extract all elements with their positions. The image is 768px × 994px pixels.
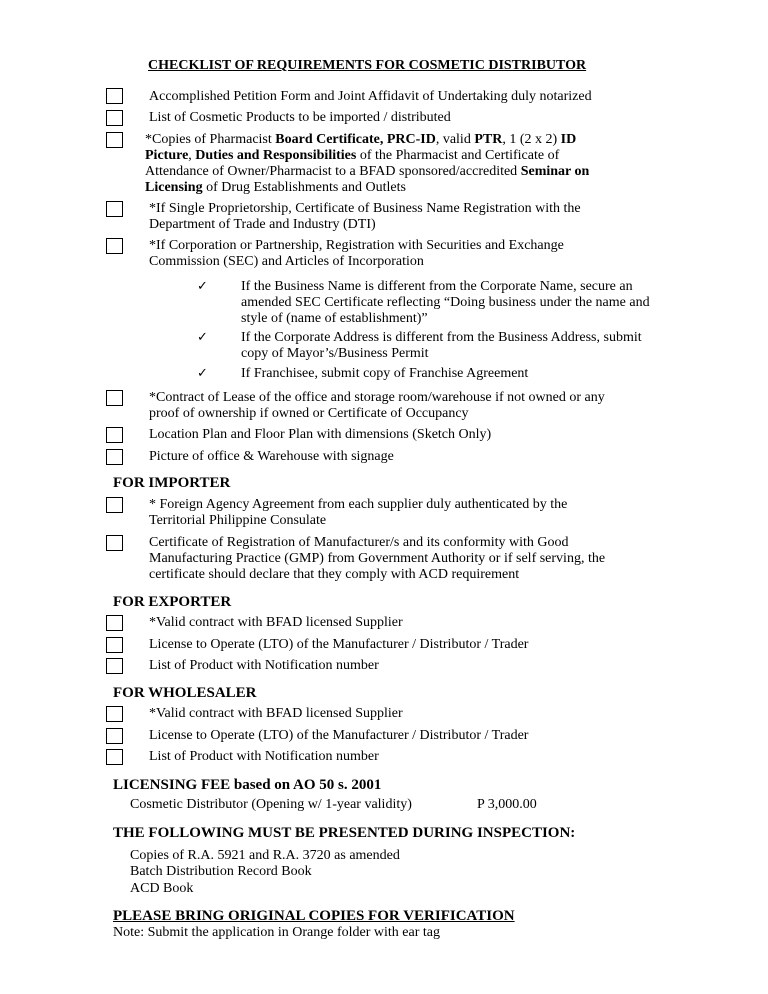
item-exporter-contract: *Valid contract with BFAD licensed Supplier xyxy=(149,615,403,630)
item-wholesaler-product-list: List of Product with Notification number xyxy=(149,749,379,764)
checkbox-pharmacist-docs[interactable] xyxy=(106,132,123,148)
inspection-item: ACD Book xyxy=(130,881,194,896)
item-exporter-lto: License to Operate (LTO) of the Manufacturer / Distributor / Trader xyxy=(149,637,529,652)
item-petition-form: Accomplished Petition Form and Joint Affidavit of Undertaking duly notarized xyxy=(149,89,592,104)
subitem-business-name: If the Business Name is different from the Corporate Name, secure an amended SEC Certificate reflecting “Doing business under the name and style of (name of establishment)” xyxy=(241,279,650,326)
subitem-franchisee: If Franchisee, submit copy of Franchise Agreement xyxy=(241,366,529,381)
checkbox-petition-form[interactable] xyxy=(106,88,123,104)
item-contract-of-lease: *Contract of Lease of the office and storage room/warehouse if not owned or any proof of ownership if owned or Certificate of Occupancy xyxy=(149,390,605,421)
item-exporter-product-list: List of Product with Notification number xyxy=(149,658,379,673)
checkbox-location-plan[interactable] xyxy=(106,427,123,443)
item-foreign-agency: * Foreign Agency Agreement from each supplier duly authenticated by the Territorial Philippine Consulate xyxy=(149,497,568,528)
item-product-list: List of Cosmetic Products to be imported / distributed xyxy=(149,110,451,125)
original-copies-heading: PLEASE BRING ORIGINAL COPIES FOR VERIFICATION xyxy=(113,908,515,924)
item-wholesaler-contract: *Valid contract with BFAD licensed Supplier xyxy=(149,706,403,721)
item-corporation: *If Corporation or Partnership, Registration with Securities and Exchange Commission (SEC) and Articles of Incorporation xyxy=(149,238,564,269)
item-single-proprietorship: *If Single Proprietorship, Certificate of Business Name Registration with the Department of Trade and Industry (DTI) xyxy=(149,201,581,232)
page-title: CHECKLIST OF REQUIREMENTS FOR COSMETIC DISTRIBUTOR xyxy=(148,58,587,73)
checkbox-contract-of-lease[interactable] xyxy=(106,390,123,406)
note: Note: Submit the application in Orange folder with ear tag xyxy=(113,925,440,940)
checkbox-single-proprietorship[interactable] xyxy=(106,201,123,217)
checkbox-product-list[interactable] xyxy=(106,110,123,126)
item-wholesaler-lto: License to Operate (LTO) of the Manufacturer / Distributor / Trader xyxy=(149,728,529,743)
checkbox-office-picture[interactable] xyxy=(106,449,123,465)
checkbox-exporter-lto[interactable] xyxy=(106,637,123,653)
checkbox-certificate-registration[interactable] xyxy=(106,535,123,551)
checkbox-exporter-contract[interactable] xyxy=(106,615,123,631)
item-certificate-registration: Certificate of Registration of Manufacturer/s and its conformity with Good Manufacturing Practice (GMP) from Government Authority or if self serving, the certificate should declare that they comply with ACD requirement xyxy=(149,535,606,582)
section-heading-importer: FOR IMPORTER xyxy=(113,475,231,491)
checkbox-wholesaler-product-list[interactable] xyxy=(106,749,123,765)
subitem-corporate-address: If the Corporate Address is different from the Business Address, submit copy of Mayor’s/Business Permit xyxy=(241,330,642,361)
check-icon: ✓ xyxy=(197,330,208,345)
section-heading-exporter: FOR EXPORTER xyxy=(113,594,232,610)
checkbox-exporter-product-list[interactable] xyxy=(106,658,123,674)
section-heading-licensing-fee: LICENSING FEE based on AO 50 s. 2001 xyxy=(113,777,382,793)
inspection-item: Batch Distribution Record Book xyxy=(130,864,312,879)
section-heading-inspection: THE FOLLOWING MUST BE PRESENTED DURING INSPECTION: xyxy=(113,825,576,841)
section-heading-wholesaler: FOR WHOLESALER xyxy=(113,685,257,701)
checkbox-wholesaler-contract[interactable] xyxy=(106,706,123,722)
fee-label: Cosmetic Distributor (Opening w/ 1-year validity) xyxy=(130,797,412,812)
item-pharmacist-docs: *Copies of Pharmacist Board Certificate, PRC-ID, valid PTR, 1 (2 x 2) ID Picture, Duties and Responsibilities of the Pharmacist and Certificate of Attendance of Owner/Pharmacist to a BFAD sponsored/accredited Seminar on Licensing of Drug Establishments and Outlets xyxy=(145,132,590,195)
fee-amount: P 3,000.00 xyxy=(477,797,537,812)
check-icon: ✓ xyxy=(197,366,208,381)
inspection-item: Copies of R.A. 5921 and R.A. 3720 as amended xyxy=(130,848,400,863)
check-icon: ✓ xyxy=(197,279,208,294)
item-office-picture: Picture of office & Warehouse with signage xyxy=(149,449,394,464)
checkbox-wholesaler-lto[interactable] xyxy=(106,728,123,744)
checkbox-corporation[interactable] xyxy=(106,238,123,254)
item-location-plan: Location Plan and Floor Plan with dimensions (Sketch Only) xyxy=(149,427,492,442)
checkbox-foreign-agency[interactable] xyxy=(106,497,123,513)
